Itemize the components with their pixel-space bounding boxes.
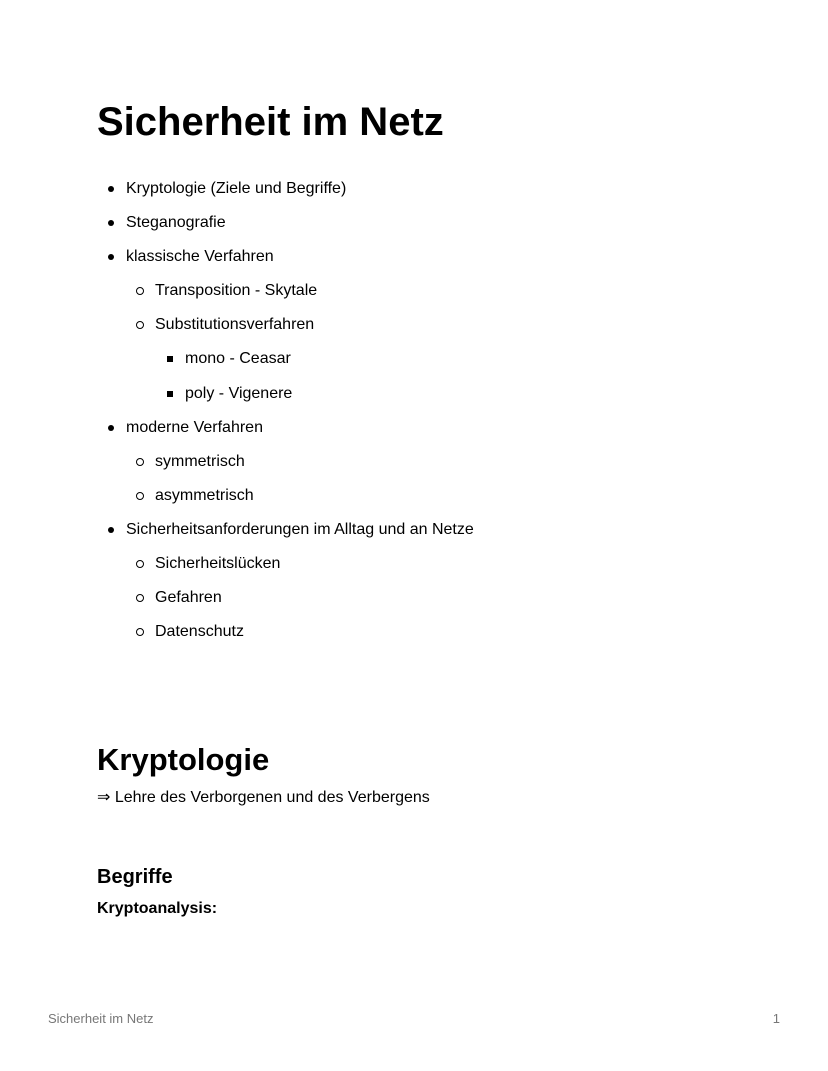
list-item-text: asymmetrisch xyxy=(155,487,254,504)
disc-bullet xyxy=(108,220,114,226)
list-item-text: Substitutionsverfahren xyxy=(155,316,315,333)
list-item-text: klassische Verfahren xyxy=(126,248,274,265)
circle-bullet xyxy=(136,594,144,602)
disc-bullet xyxy=(108,527,114,533)
list-item-text: moderne Verfahren xyxy=(126,419,263,436)
subsection-heading: Begriffe xyxy=(97,866,173,888)
disc-bullet xyxy=(108,186,114,192)
circle-bullet xyxy=(136,321,144,329)
list-item-text: poly - Vigenere xyxy=(185,385,293,402)
disc-bullet xyxy=(108,425,114,431)
list-item-text: Sicherheitsanforderungen im Alltag und an Netze xyxy=(126,521,474,538)
list-item-text: Gefahren xyxy=(155,589,222,606)
circle-bullet xyxy=(136,628,144,636)
list-item-text: mono - Ceasar xyxy=(185,350,291,367)
footer-title: Sicherheit im Netz xyxy=(48,1011,154,1026)
circle-bullet xyxy=(136,492,144,500)
disc-bullet xyxy=(108,254,114,260)
list-item-text: Sicherheitslücken xyxy=(155,555,281,572)
list-item-text: Steganografie xyxy=(126,214,226,231)
page-number: 1 xyxy=(772,1011,780,1026)
circle-bullet xyxy=(136,287,144,295)
list-item-text: Datenschutz xyxy=(155,623,244,640)
circle-bullet xyxy=(136,560,144,568)
list-item-text: symmetrisch xyxy=(155,453,245,470)
square-bullet xyxy=(167,356,173,362)
page-title: Sicherheit im Netz xyxy=(97,100,444,144)
term-label: Kryptoanalysis: xyxy=(97,900,218,917)
circle-bullet xyxy=(136,458,144,466)
list-item-text: Kryptologie (Ziele und Begriffe) xyxy=(126,180,347,197)
section-heading: Kryptologie xyxy=(97,742,270,777)
section-definition: ⇒ Lehre des Verborgenen und des Verbergens xyxy=(97,789,430,806)
list-item-text: Transposition - Skytale xyxy=(155,282,318,299)
square-bullet xyxy=(167,391,173,397)
